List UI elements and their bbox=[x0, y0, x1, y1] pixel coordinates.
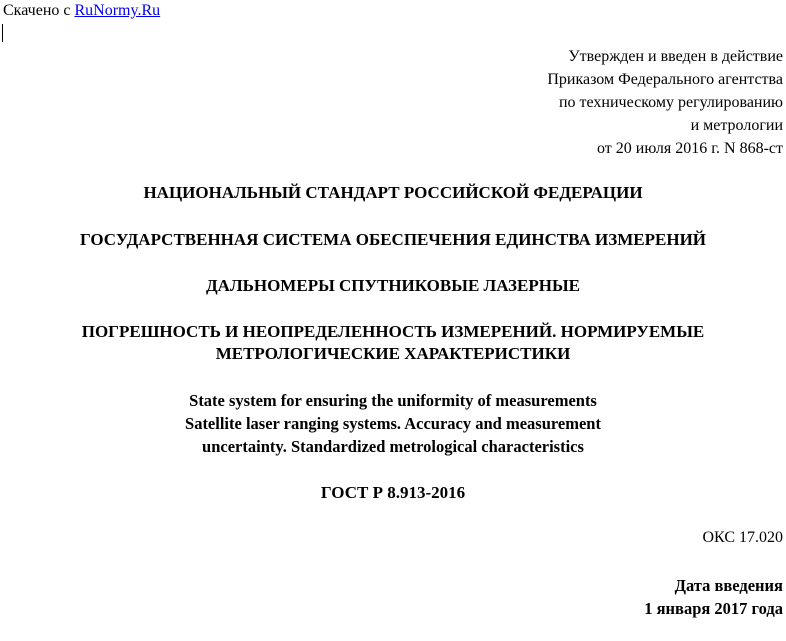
standard-title: НАЦИОНАЛЬНЫЙ СТАНДАРТ РОССИЙСКОЙ ФЕДЕРАЦИИ bbox=[143, 183, 643, 202]
oks-code: ОКС 17.020 bbox=[702, 529, 783, 546]
introduction-date: 1 января 2017 года bbox=[644, 599, 783, 618]
download-source-line bbox=[3, 1, 160, 21]
english-title bbox=[0, 389, 786, 458]
subject-title bbox=[0, 321, 786, 365]
gost-number: ГОСТ Р 8.913-2016 bbox=[320, 483, 466, 502]
device-title: ДАЛЬНОМЕРЫ СПУТНИКОВЫЕ ЛАЗЕРНЫЕ bbox=[205, 276, 581, 295]
approval-line: от 20 июля 2016 г. N 868-ст bbox=[597, 140, 783, 157]
runormy-link[interactable]: RuNormy.Ru bbox=[74, 2, 161, 19]
approval-block bbox=[363, 45, 783, 160]
system-title: ГОСУДАРСТВЕННАЯ СИСТЕМА ОБЕСПЕЧЕНИЯ ЕДИНСТВА ИЗМЕРЕНИЙ bbox=[79, 230, 707, 249]
approval-line: и метрологии bbox=[690, 117, 783, 134]
approval-line: Приказом Федерального агентства bbox=[547, 71, 783, 88]
subject-title-line: ПОГРЕШНОСТЬ И НЕОПРЕДЕЛЕННОСТЬ ИЗМЕРЕНИЙ. НОРМИРУЕМЫЕ bbox=[81, 322, 705, 341]
approval-line: по техническому регулированию bbox=[558, 94, 783, 111]
download-prefix: Скачено с bbox=[3, 2, 75, 19]
english-title-line: Satellite laser ranging systems. Accuracy and measurement bbox=[185, 414, 601, 433]
approval-line: Утвержден и введен в действие bbox=[568, 48, 783, 65]
introduction-date-block bbox=[644, 574, 783, 620]
subject-title-line: МЕТРОЛОГИЧЕСКИЕ ХАРАКТЕРИСТИКИ bbox=[215, 344, 571, 363]
english-title-line: uncertainty. Standardized metrological characteristics bbox=[202, 437, 584, 456]
text-cursor bbox=[2, 24, 3, 42]
english-title-line: State system for ensuring the uniformity of measurements bbox=[189, 391, 597, 410]
introduction-label: Дата введения bbox=[674, 576, 783, 595]
